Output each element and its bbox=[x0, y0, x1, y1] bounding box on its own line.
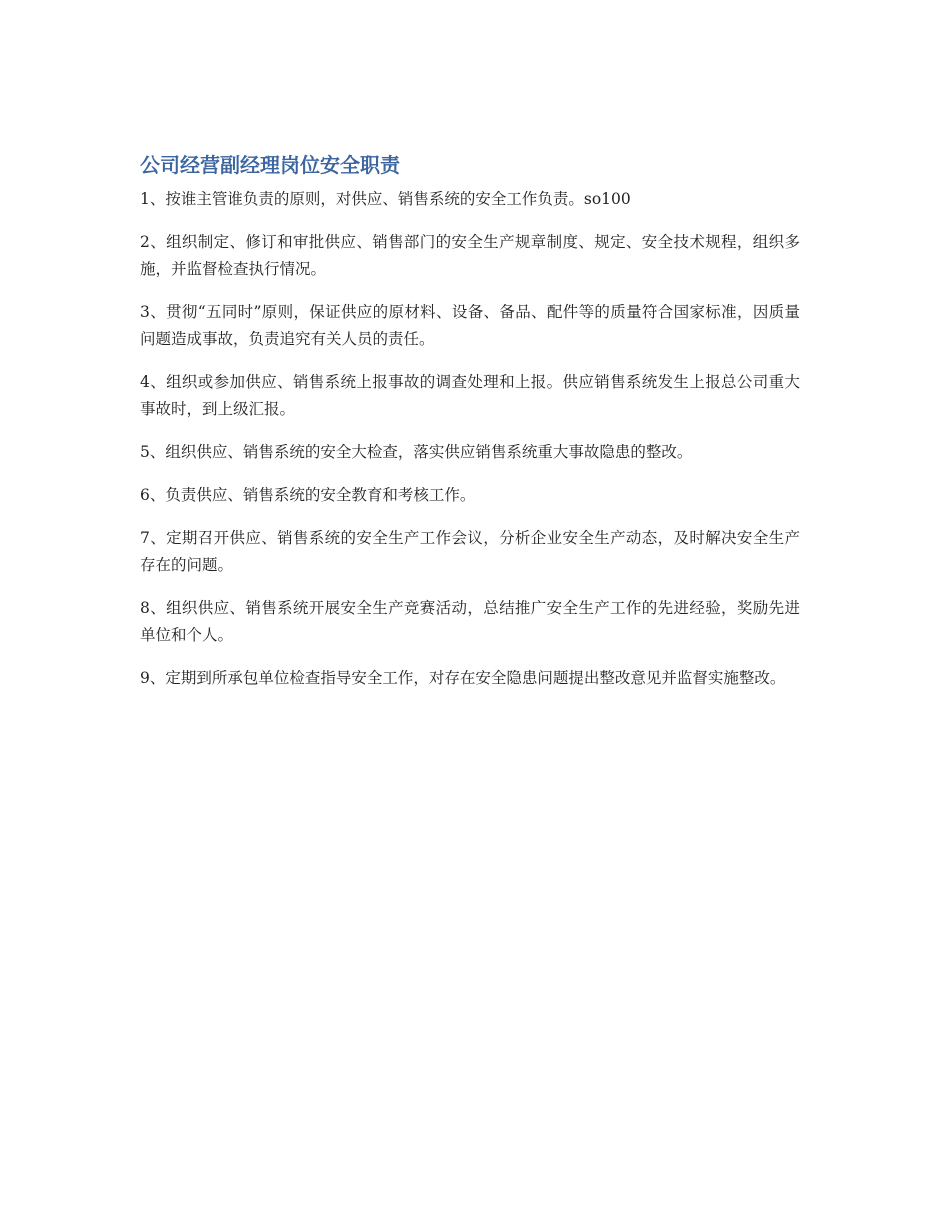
duty-item-2: 2、组织制定、修订和审批供应、销售部门的安全生产规章制度、规定、安全技术规程，组织多施，并监督检查执行情况。 bbox=[140, 233, 800, 278]
duty-item-8: 8、组织供应、销售系统开展安全生产竞赛活动，总结推广安全生产工作的先进经验，奖励先进单位和个人。 bbox=[140, 599, 800, 644]
document-content bbox=[140, 150, 800, 708]
document-title: 公司经营副经理岗位安全职责 bbox=[140, 153, 400, 177]
duty-item-6: 6、负责供应、销售系统的安全教育和考核工作。 bbox=[140, 486, 476, 504]
duty-item-5: 5、组织供应、销售系统的安全大检查，落实供应销售系统重大事故隐患的整改。 bbox=[140, 443, 693, 461]
duty-item-3: 3、贯彻“五同时”原则，保证供应的原材料、设备、备品、配件等的质量符合国家标准，因质量问题造成事故，负责追究有关人员的责任。 bbox=[140, 303, 800, 348]
duty-list bbox=[140, 186, 800, 692]
duty-item-1: 1、按谁主管谁负责的原则，对供应、销售系统的安全工作负责。so100 bbox=[140, 190, 631, 208]
duty-item-7: 7、定期召开供应、销售系统的安全生产工作会议，分析企业安全生产动态，及时解决安全生产存在的问题。 bbox=[140, 529, 800, 574]
duty-item-9: 9、定期到所承包单位检查指导安全工作，对存在安全隐患问题提出整改意见并监督实施整改。 bbox=[140, 669, 786, 687]
duty-item-4: 4、组织或参加供应、销售系统上报事故的调查处理和上报。供应销售系统发生上报总公司重大事故时，到上级汇报。 bbox=[140, 373, 800, 418]
